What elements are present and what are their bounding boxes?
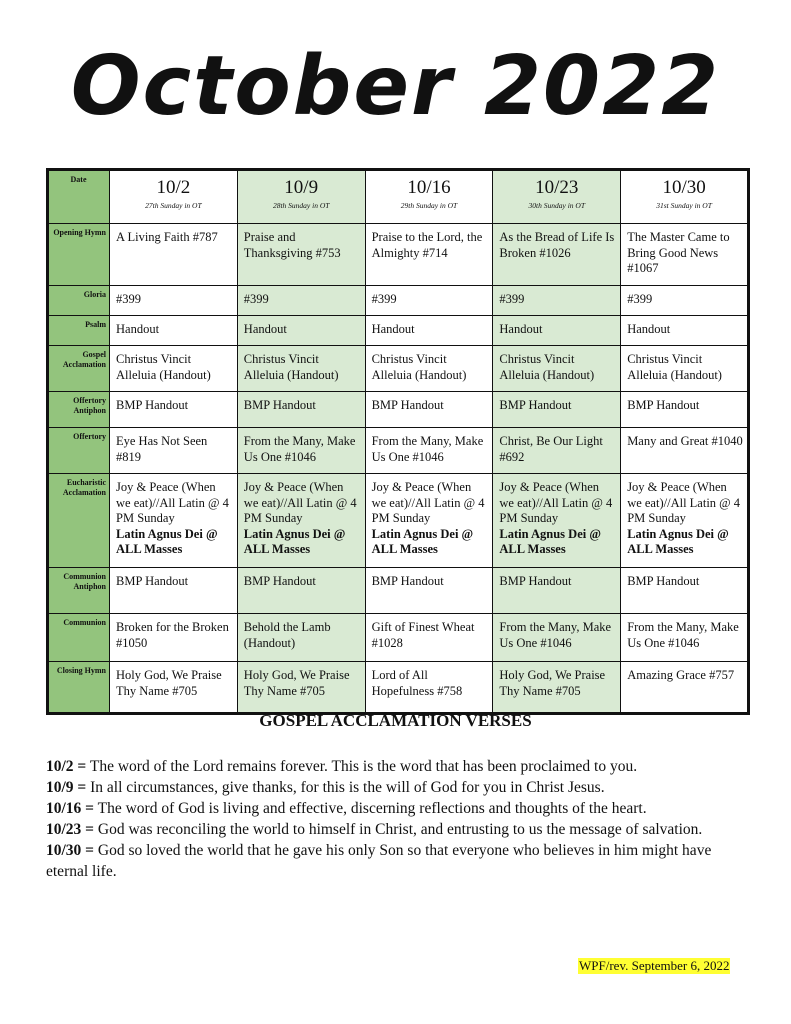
table-cell: Many and Great #1040 <box>621 428 749 474</box>
row-label: Offertory <box>48 428 110 474</box>
table-cell: Handout <box>365 316 493 346</box>
table-cell: BMP Handout <box>365 568 493 614</box>
verse-item: 10/16 = The word of God is living and effective, discerning reflections and thoughts of the heart. <box>46 800 647 817</box>
table-cell: BMP Handout <box>237 568 365 614</box>
table-cell: From the Many, Make Us One #1046 <box>493 614 621 662</box>
table-row <box>48 224 749 286</box>
row-label: Communion <box>48 614 110 662</box>
table-cell: Handout <box>493 316 621 346</box>
verse-item: 10/30 = God so loved the world that he gave his only Son so that everyone who believes in him might have eternal life. <box>46 842 712 880</box>
table-cell: #399 <box>110 286 238 316</box>
table-cell: Praise and Thanksgiving #753 <box>237 224 365 286</box>
row-label: Closing Hymn <box>48 662 110 714</box>
table-cell: Handout <box>621 316 749 346</box>
table-cell: Broken for the Broken #1050 <box>110 614 238 662</box>
table-row <box>48 316 749 346</box>
date-column-header: 10/30 31st Sunday in OT <box>621 170 749 224</box>
table-row <box>48 568 749 614</box>
table-cell: Joy & Peace (When we eat)//All Latin @ 4 PM Sunday Latin Agnus Dei @ ALL Masses <box>621 474 749 568</box>
table-row <box>48 346 749 392</box>
table-cell: Joy & Peace (When we eat)//All Latin @ 4 PM Sunday Latin Agnus Dei @ ALL Masses <box>365 474 493 568</box>
table-cell: Holy God, We Praise Thy Name #705 <box>493 662 621 714</box>
table-cell: From the Many, Make Us One #1046 <box>237 428 365 474</box>
table-cell: From the Many, Make Us One #1046 <box>365 428 493 474</box>
table-cell: BMP Handout <box>621 392 749 428</box>
table-cell: Holy God, We Praise Thy Name #705 <box>110 662 238 714</box>
table-row <box>48 428 749 474</box>
page-title: October 2022 <box>70 39 721 134</box>
table-cell: BMP Handout <box>237 392 365 428</box>
table-cell: From the Many, Make Us One #1046 <box>621 614 749 662</box>
row-label: Gospel Acclamation <box>48 346 110 392</box>
verses-section-title: GOSPEL ACCLAMATION VERSES <box>259 711 532 730</box>
date-column-header: 10/2 27th Sunday in OT <box>110 170 238 224</box>
table-cell: Christus Vincit Alleluia (Handout) <box>621 346 749 392</box>
table-cell: The Master Came to Bring Good News #1067 <box>621 224 749 286</box>
music-schedule-table <box>46 168 750 715</box>
table-cell: BMP Handout <box>110 392 238 428</box>
table-row <box>48 286 749 316</box>
table-cell: A Living Faith #787 <box>110 224 238 286</box>
date-column-header: 10/9 28th Sunday in OT <box>237 170 365 224</box>
row-label: Gloria <box>48 286 110 316</box>
table-cell: Behold the Lamb (Handout) <box>237 614 365 662</box>
table-cell: Handout <box>110 316 238 346</box>
table-row <box>48 614 749 662</box>
table-cell: BMP Handout <box>365 392 493 428</box>
table-cell: #399 <box>493 286 621 316</box>
table-cell: #399 <box>621 286 749 316</box>
date-column-header: 10/23 30th Sunday in OT <box>493 170 621 224</box>
row-label: Eucharistic Acclamation <box>48 474 110 568</box>
table-cell: Gift of Finest Wheat #1028 <box>365 614 493 662</box>
date-column-header: 10/16 29th Sunday in OT <box>365 170 493 224</box>
table-cell: Holy God, We Praise Thy Name #705 <box>237 662 365 714</box>
row-label: Opening Hymn <box>48 224 110 286</box>
table-cell: Eye Has Not Seen #819 <box>110 428 238 474</box>
table-cell: #399 <box>237 286 365 316</box>
row-label: Offertory Antiphon <box>48 392 110 428</box>
table-cell: BMP Handout <box>621 568 749 614</box>
table-header-row <box>48 170 749 224</box>
verse-item: 10/9 = In all circumstances, give thanks, for this is the will of God for you in Christ Jesus. <box>46 779 605 796</box>
table-cell: Lord of All Hopefulness #758 <box>365 662 493 714</box>
table-cell: Handout <box>237 316 365 346</box>
table-cell: Joy & Peace (When we eat)//All Latin @ 4 PM Sunday Latin Agnus Dei @ ALL Masses <box>110 474 238 568</box>
row-label: Communion Antiphon <box>48 568 110 614</box>
table-cell: Christ, Be Our Light #692 <box>493 428 621 474</box>
table-cell: As the Bread of Life Is Broken #1026 <box>493 224 621 286</box>
date-label: Date <box>48 170 110 224</box>
verse-item: 10/23 = God was reconciling the world to himself in Christ, and entrusting to us the message of salvation. <box>46 821 703 838</box>
row-label: Psalm <box>48 316 110 346</box>
table-cell: BMP Handout <box>493 568 621 614</box>
table-cell: Amazing Grace #757 <box>621 662 749 714</box>
table-cell: BMP Handout <box>110 568 238 614</box>
table-cell: #399 <box>365 286 493 316</box>
table-row <box>48 662 749 714</box>
table-cell: Christus Vincit Alleluia (Handout) <box>365 346 493 392</box>
table-row <box>48 474 749 568</box>
table-row <box>48 392 749 428</box>
table-cell: Christus Vincit Alleluia (Handout) <box>493 346 621 392</box>
table-cell: Christus Vincit Alleluia (Handout) <box>110 346 238 392</box>
table-cell: BMP Handout <box>493 392 621 428</box>
table-cell: Joy & Peace (When we eat)//All Latin @ 4 PM Sunday Latin Agnus Dei @ ALL Masses <box>493 474 621 568</box>
table-cell: Christus Vincit Alleluia (Handout) <box>237 346 365 392</box>
table-cell: Joy & Peace (When we eat)//All Latin @ 4 PM Sunday Latin Agnus Dei @ ALL Masses <box>237 474 365 568</box>
verse-item: 10/2 = The word of the Lord remains forever. This is the word that has been proclaimed to you. <box>46 758 638 775</box>
table-cell: Praise to the Lord, the Almighty #714 <box>365 224 493 286</box>
revision-note: WPF/rev. September 6, 2022 <box>579 958 730 973</box>
verses-list <box>46 756 756 882</box>
